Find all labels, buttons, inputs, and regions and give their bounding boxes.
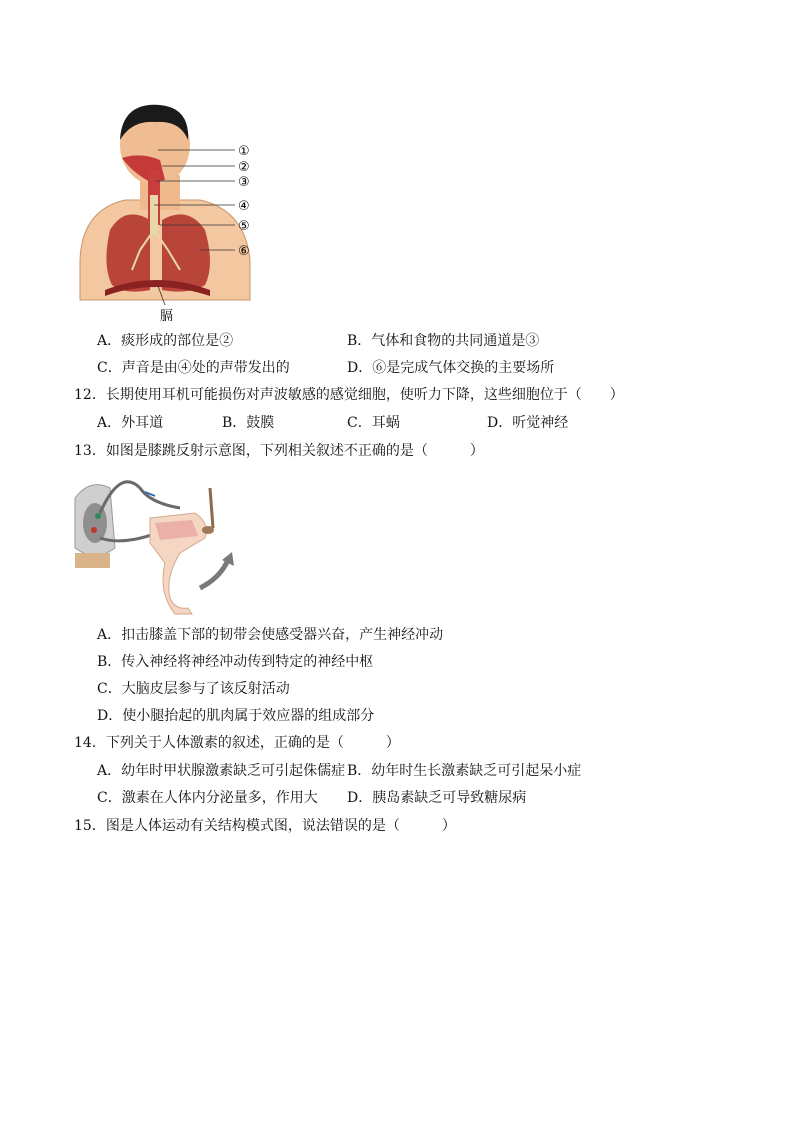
knee-jerk-reflex-figure — [70, 468, 250, 616]
q14-option-d[interactable]: D．胰岛素缺乏可导致糖尿病 — [347, 790, 527, 806]
q14-option-a[interactable]: A．幼年时甲状腺激素缺乏可引起侏儒症 — [97, 763, 346, 779]
label-5: ⑤ — [238, 219, 250, 234]
label-4: ④ — [238, 199, 250, 214]
q13-option-b[interactable]: B．传入神经将神经冲动传到特定的神经中枢 — [97, 654, 374, 670]
q15-stem: 15．图是人体运动有关结构模式图，说法错误的是（ ） — [74, 818, 456, 834]
q12-stem: 12．长期使用耳机可能损伤对声波敏感的感觉细胞，使听力下降，这些细胞位于（ ） — [74, 387, 624, 403]
label-3: ③ — [238, 175, 250, 190]
q12-option-a[interactable]: A．外耳道 — [97, 415, 164, 431]
diaphragm-label: 膈 — [160, 309, 174, 324]
label-2: ② — [238, 160, 250, 175]
q12-option-d[interactable]: D．听觉神经 — [487, 415, 569, 431]
q11-option-b[interactable]: B．气体和食物的共同通道是③ — [347, 333, 540, 349]
respiratory-system-figure — [70, 100, 270, 325]
q14-option-c[interactable]: C．激素在人体内分泌量多，作用大 — [97, 790, 318, 806]
q13-option-d[interactable]: D．使小腿抬起的肌肉属于效应器的组成部分 — [97, 708, 375, 724]
q13-stem: 13．如图是膝跳反射示意图，下列相关叙述不正确的是（ ） — [74, 443, 484, 459]
q14-option-b[interactable]: B．幼年时生长激素缺乏可引起呆小症 — [347, 763, 582, 779]
q13-option-a[interactable]: A．扣击膝盖下部的韧带会使感受器兴奋，产生神经冲动 — [97, 627, 444, 643]
q13-option-c[interactable]: C．大脑皮层参与了该反射活动 — [97, 681, 290, 697]
respiratory-system-illustration — [70, 100, 270, 325]
q11-option-c[interactable]: C．声音是由④处的声带发出的 — [97, 360, 290, 376]
q11-option-a[interactable]: A．痰形成的部位是② — [97, 333, 234, 349]
q11-option-d[interactable]: D．⑥是完成气体交换的主要场所 — [347, 360, 555, 376]
q12-option-c[interactable]: C．耳蜗 — [347, 415, 400, 431]
knee-jerk-reflex-illustration — [70, 468, 250, 616]
q12-option-b[interactable]: B．鼓膜 — [222, 415, 275, 431]
label-6: ⑥ — [238, 244, 250, 259]
label-1: ① — [238, 144, 250, 159]
q14-stem: 14．下列关于人体激素的叙述，正确的是（ ） — [74, 735, 400, 751]
